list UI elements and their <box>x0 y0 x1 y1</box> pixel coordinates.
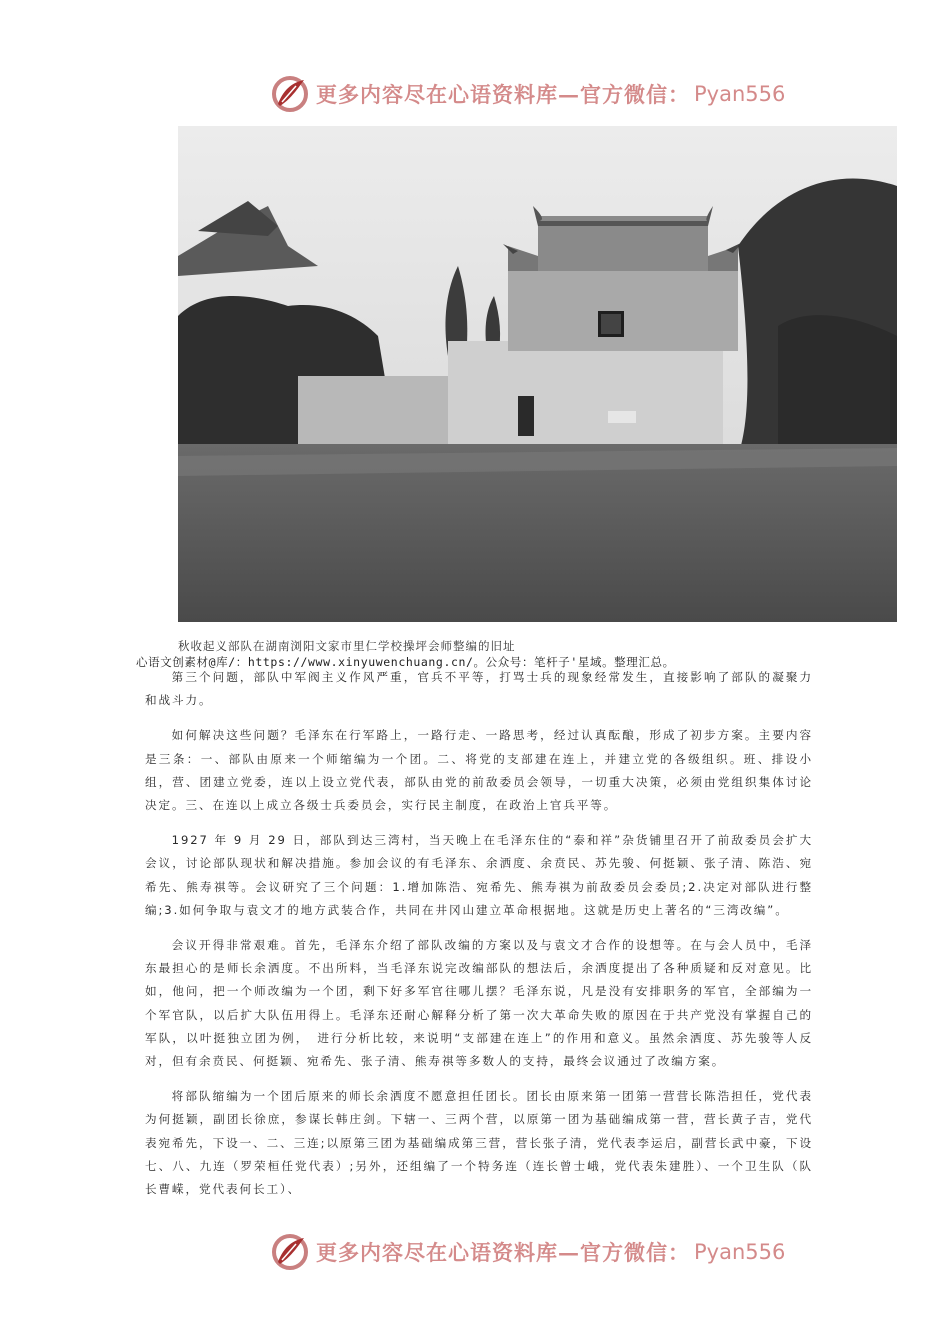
banner-text-en: Pyan556 <box>694 82 786 106</box>
paragraph-3: 1927 年 9 月 29 日，部队到达三湾村，当天晚上在毛泽东住的“泰和祥”杂货铺里召开了前敌委员会扩大会议，讨论部队现状和解决措施。参加会议的有毛泽东、余洒度、余贲民、苏先骏、何挺颖、张子清、陈浩、宛希先、熊寿祺等。会议研究了三个问题：1.增加陈浩、宛希先、熊寿祺为前敌委员会委员;2.决定对部队进行整编;3.如何争取与袁文才的地方武装合作，共同在井冈山建立革命根据地。这就是历史上著名的“三湾改编”。 <box>145 833 813 917</box>
pen-logo-icon <box>270 74 310 114</box>
banner-text-cn: 更多内容尽在心语资料库—官方微信： <box>316 1240 690 1265</box>
banner-text-en: Pyan556 <box>694 1240 786 1264</box>
article-body <box>145 666 813 1213</box>
paragraph-2: 如何解决这些问题？毛泽东在行军路上，一路行走、一路思考，经过认真酝酿，形成了初步方案。主要内容是三条：一、部队由原来一个师缩编为一个团。二、将党的支部建在连上，并建立党的各级组织。班、排设小组，营、团建立党委，连以上设立党代表，部队由党的前敌委员会领导，一切重大决策，必须由党组织集体讨论决定。三、在连以上成立各级士兵委员会，实行民主制度，在政治上官兵平等。 <box>145 728 813 813</box>
paragraph-1: 第三个问题，部队中军阀主义作风严重，官兵不平等，打骂士兵的现象经常发生，直接影响了部队的凝聚力和战斗力。 <box>145 670 813 708</box>
paragraph-4: 会议开得非常艰难。首先，毛泽东介绍了部队改编的方案以及与袁文才合作的设想等。在与会人员中，毛泽东最担心的是师长余洒度。不出所料，当毛泽东说完改编部队的想法后，余洒度提出了各种质疑和反对意见。比如，他问，把一个师改编为一个团，剩下好多军官往哪儿摆？毛泽东说，凡是没有安排职务的军官，全部编为一个军官队，以后扩大队伍用得上。毛泽东还耐心解释分析了第一次大革命失败的原因在于共产党没有掌握自己的军队，以叶挺独立团为例， 进行分析比较，来说明“支部建在连上”的作用和意义。虽然余洒度、苏先骏等人反对，但有余贲民、何挺颖、宛希先、张子清、熊寿祺等多数人的支持，最终会议通过了改编方案。 <box>145 938 813 1069</box>
banner-text-cn: 更多内容尽在心语资料库—官方微信： <box>316 82 690 107</box>
paragraph-5: 将部队缩编为一个团后原来的师长余洒度不愿意担任团长。团长由原来第一团第一营营长陈浩担任，党代表为何挺颖，副团长徐庶，参谋长韩庄剑。下辖一、三两个营，以原第一团为基础编成第一营，营长黄子吉，党代表宛希先，下设一、二、三连;以原第三团为基础编成第三营，营长张子清，党代表李运启，副营长武中豪，下设七、八、九连（罗荣桓任党代表）;另外，还组编了一个特务连（连长曾士峨，党代表朱建胜）、一个卫生队（队长曹嵘，党代表何长工）、 <box>145 1089 813 1197</box>
footer-banner <box>270 1230 785 1274</box>
header-banner <box>270 72 785 116</box>
source-credit: 心语文创素材@库/：https://www.xinyuwenchuang.cn/。公众号：笔杆子'星域。整理汇总。 <box>136 655 675 669</box>
pen-logo-icon <box>270 1232 310 1272</box>
historic-site-photo <box>178 126 897 622</box>
photo-caption: 秋收起义部队在湖南浏阳文家市里仁学校操坪会师整编的旧址 <box>178 639 516 653</box>
